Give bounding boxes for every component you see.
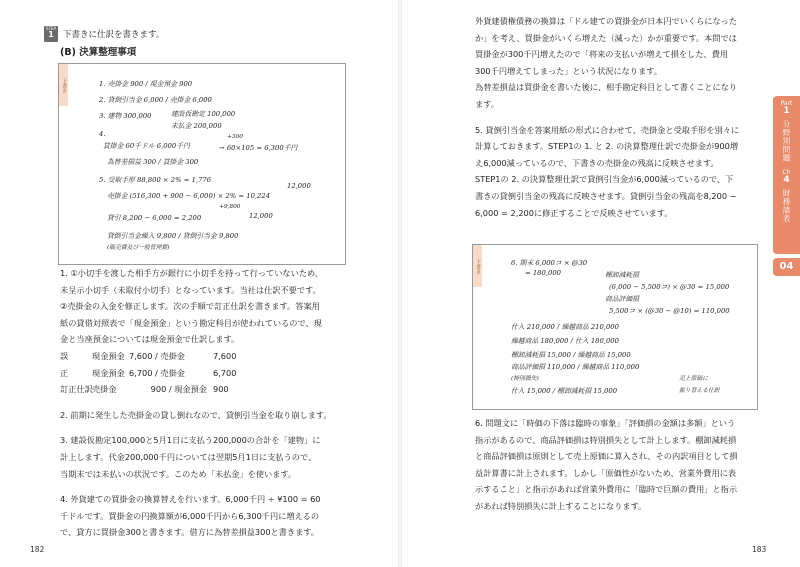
handwritten-line: (特別損失) [511, 376, 539, 382]
chapter-number: 4 [783, 174, 790, 185]
text-line: 外貨建債権債務の換算は「ドル建ての買掛金が日本円でいくらになった [475, 16, 738, 26]
right-page [400, 0, 800, 567]
handwritten-line: 貸倒引当金繰入 9,800 / 貸倒引当金 9,800 [107, 232, 239, 240]
handwritten-line: → 60×105 = 6,300千円 [219, 144, 298, 152]
step-badge: STEP 1 [44, 26, 58, 42]
text-line: か」を考え、買掛金がいくら増えた（減った）かが重要です。本問では [475, 32, 737, 43]
text-line: え6,000減っているので、下書きの売掛金の残高に反映させます。 [475, 157, 719, 168]
correction-table [60, 348, 332, 398]
text-line: 5. 貸倒引当金を答案用紙の形式に合わせて、売掛金と受取手形を別々に [475, 124, 740, 135]
text-line: 買掛金が300千円増えたので「将来の支払いが増えて損をした、費用 [475, 49, 729, 60]
table-row: 誤 現金預金 7,600 / 売掛金 7,600 [60, 350, 237, 361]
text-line: 1. ①小切手を渡した相手方が銀行に小切手を持って行っていないため、 [60, 268, 324, 278]
table-row: 訂正仕訳売掛金 900 / 現金預金 900 [60, 384, 229, 395]
text-line: 4. 外貨建ての買掛金の換算替えを行います。6,000千円 ÷ ¥100 = 60 [60, 494, 321, 505]
chapter-label: Ch [782, 168, 791, 176]
handwritten-line: 仕入 15,000 / 棚卸減耗損 15,000 [511, 387, 618, 395]
text-line: で、貸方に買掛金300と書きます。借方に為替差損益300と書きます。 [60, 527, 320, 538]
explanation-right-bottom [475, 415, 738, 515]
text-line: 金と当座預金については現金預金で仕訳します。 [60, 334, 240, 345]
handwritten-line: +9,800 [219, 204, 241, 210]
handwritten-line: 未払金 200,000 [171, 122, 222, 130]
draft-sheet-left [58, 63, 346, 265]
text-line: 6. 問題文に「時価の下落は臨時の事象」「評価損の金額は多額」という [475, 418, 736, 428]
handwritten-line: (6,000 − 5,500コ) × @30 = 15,000 [609, 283, 730, 291]
handwritten-line: 売掛金 (516,300 + 900 − 6,000) × 2% = 10,224 [107, 192, 271, 200]
handwritten-line: 商品評価損 110,000 / 繰越商品 110,000 [511, 363, 640, 371]
handwritten-line: 1. 売掛金 900 / 現金預金 900 [99, 80, 193, 88]
text-line: 益計算書に計上されます。しかし「原価性がないため、営業外費用に表 [475, 467, 737, 478]
handwritten-line: 12,000 [249, 212, 273, 220]
text-line: 2. 前期に発生した売掛金の貸し倒れなので、貸倒引当金を取り崩します。 [60, 409, 332, 420]
part-title: 分野別問題 [782, 120, 791, 163]
text-line: 紙の貸借対照表で「現金預金」という勘定科目が使われているので、現 [60, 317, 322, 328]
page-number-left: 182 [30, 545, 45, 554]
handwritten-line: 買掛金 60千ドル 6,000千円 [103, 142, 190, 150]
text-line: 指示があるので、商品評価損は特別損失として計上します。棚卸減耗損 [475, 434, 737, 445]
draft-label: 下書き [59, 64, 68, 106]
part-chapter-tab[interactable] [773, 96, 800, 254]
page-number-right: 183 [752, 545, 767, 554]
handwritten-line: (販売費及び一般管理費) [107, 245, 170, 251]
handwritten-line: 4. [99, 130, 106, 138]
explanation-right-top [475, 13, 739, 221]
handwritten-line: 5,500コ × (@30 − @10) = 110,000 [609, 307, 730, 315]
handwritten-line: 2. 貸倒引当金 6,000 / 売掛金 6,000 [99, 96, 212, 104]
text-line: 千ドルです。買掛金の円換算額が6,000千円から6,300千円に増えるの [60, 510, 320, 521]
section-title: (B) 決算整理事項 [60, 47, 137, 58]
text-line: 示すること」と指示があれば営業外費用に「臨時で巨額の費用」と指示 [475, 484, 738, 495]
handwritten-line: 繰越商品 180,000 / 仕入 180,000 [511, 337, 619, 345]
text-line: 300千円増えてしまった」という状況になります。 [475, 65, 662, 76]
handwritten-line: 仕入 210,000 / 繰越商品 210,000 [511, 323, 619, 331]
handwritten-line: = 180,000 [525, 269, 561, 277]
text-line: ②売掛金の入金を修正します。次の手順で訂正仕訳を書きます。答案用 [60, 301, 320, 312]
table-row: 正 現金預金 6,700 / 売掛金 6,700 [60, 367, 237, 378]
text-line: 書きの貸倒引当金の残高に反映させます。貸倒引当金の残高を8,200 − [475, 190, 737, 201]
handwritten-line: 5. 受取手形 88,800 × 2% = 1,776 [99, 176, 212, 184]
text-line: 為替差損益は買掛金を書いた後に、相手勘定科目として書くことになり [475, 82, 738, 93]
handwritten-line: 6. 期末 6,000コ × @30 [511, 259, 588, 267]
text-line: ます。 [475, 98, 499, 109]
chapter-title: 財務諸表 [782, 188, 791, 223]
text-line: 6,000 = 2,200に修正することで反映させています。 [475, 207, 673, 218]
text-line: 当期末では未払いの状況です。このため「未払金」を使います。 [60, 468, 297, 479]
handwritten-line: 3. 建物 300,000 [99, 112, 152, 120]
text-line: 未呈示小切手（未取付小切手）となっています。当社は仕訳不要です。 [60, 284, 321, 295]
handwritten-line: 振り替える仕訳 [679, 388, 720, 394]
step-title: 下書きに仕訳を書きます。 [63, 30, 165, 40]
explanation-left [60, 265, 332, 541]
text-line: があれば特別損失に計上することになります。 [475, 500, 647, 511]
text-line: と商品評価損は原則として売上原価に算入され、その内訳項目として損 [475, 451, 738, 462]
handwritten-line: 商品評価損 [605, 295, 639, 303]
handwritten-line: 建設仮勘定 100,000 [171, 110, 236, 118]
draft-sheet-right [472, 244, 758, 410]
text-line: 計算しておきます。STEP1の 1. と 2. の決算整理仕訳で売掛金が900増 [475, 141, 739, 152]
part-label: Part [780, 100, 793, 107]
text-line: STEP1の 2. の決算整理仕訳で貸倒引当金が6,000減っているので、下 [475, 174, 734, 185]
section-number-tab[interactable]: 04 [773, 258, 800, 276]
draft-label: 下書き [473, 245, 482, 287]
handwritten-line: 棚卸減耗損 [605, 271, 639, 279]
part-number: 1 [783, 106, 790, 116]
handwritten-line: 貸引 8,200 − 6,000 = 2,200 [107, 214, 202, 222]
handwritten-line: +300 [227, 134, 243, 140]
handwritten-line: 売上原価に [679, 376, 708, 382]
text-line: 計上します。代金200,000千円については翌期5月1日に支払うので、 [60, 451, 317, 462]
handwritten-line: 為替差損益 300 / 買掛金 300 [107, 158, 199, 166]
handwritten-line: 棚卸減耗損 15,000 / 繰越商品 15,000 [511, 351, 631, 359]
handwritten-line: 12,000 [287, 182, 311, 190]
text-line: 3. 建設仮勘定100,000と5月1日に支払う200,000の合計を「建物」に [60, 435, 321, 446]
